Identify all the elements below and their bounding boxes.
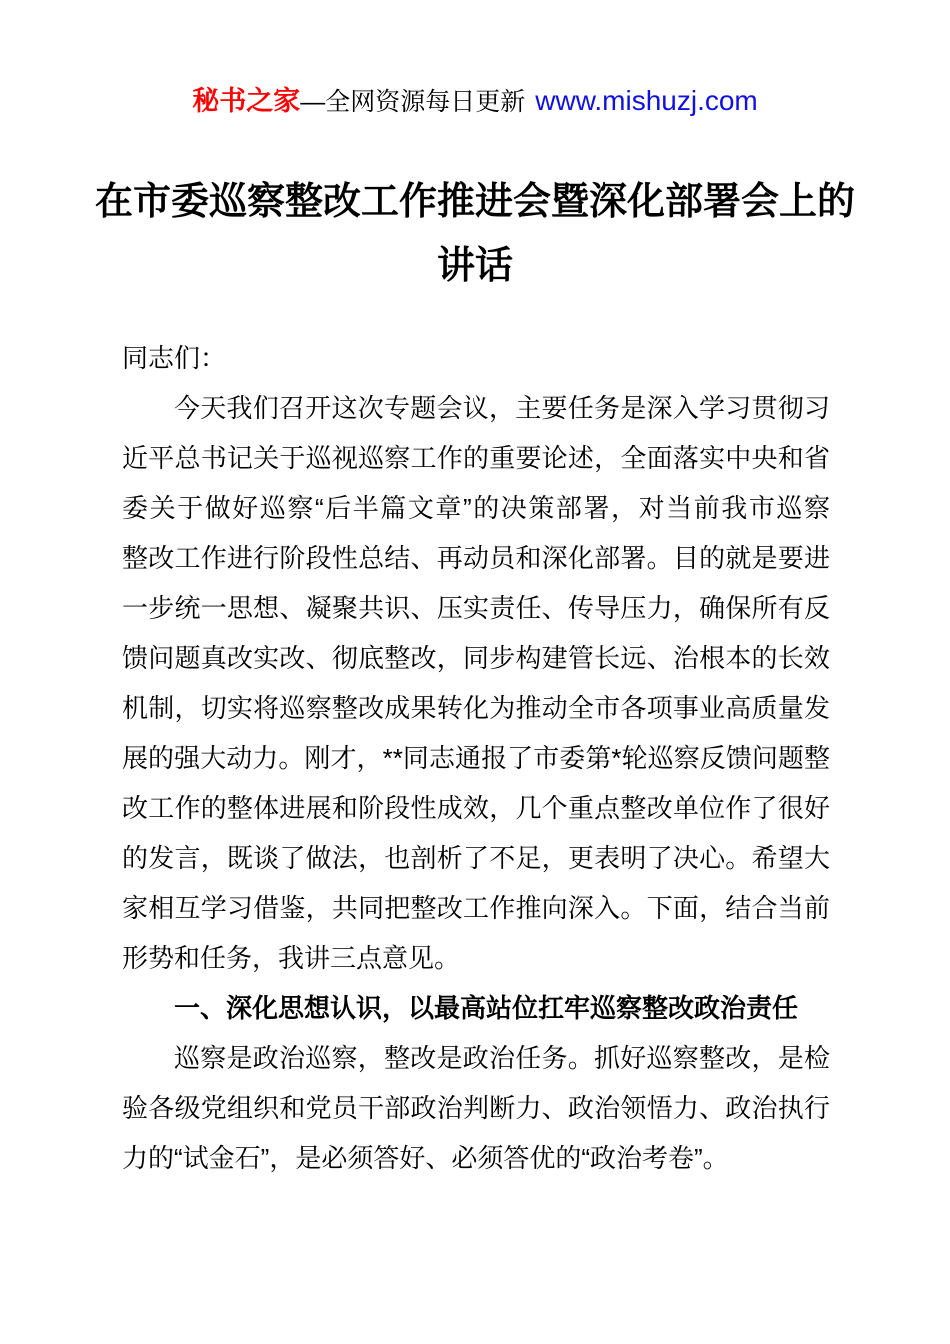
body-line: 展的强大动力。刚才，**同志通报了市委第*轮巡察反馈问题整 bbox=[122, 743, 830, 773]
body-line: 巡察是政治巡察，整改是政治任务。抓好巡察整改，是检 bbox=[174, 1043, 830, 1073]
brand-name: 秘书之家 bbox=[192, 86, 301, 116]
document-body bbox=[122, 333, 830, 1183]
document-title-line: 讲话 bbox=[436, 245, 513, 287]
salutation: 同志们： bbox=[122, 343, 227, 373]
body-line: 今天我们召开这次专题会议，主要任务是深入学习贯彻习 bbox=[174, 393, 830, 423]
body-line: 一步统一思想、凝聚共识、压实责任、传导压力，确保所有反 bbox=[122, 593, 830, 623]
body-line: 力的“试金石”，是必须答好、必须答优的“政治考卷”。 bbox=[122, 1143, 729, 1173]
body-line: 近平总书记关于巡视巡察工作的重要论述，全面落实中央和省 bbox=[122, 443, 830, 473]
body-line: 机制，切实将巡察整改成果转化为推动全市各项事业高质量发 bbox=[122, 693, 830, 723]
document-title bbox=[0, 170, 950, 298]
body-line: 形势和任务，我讲三点意见。 bbox=[122, 943, 461, 973]
body-line: 的发言，既谈了做法，也剖析了不足，更表明了决心。希望大 bbox=[122, 843, 830, 873]
section-heading: 一、深化思想认识，以最高站位扛牢巡察整改政治责任 bbox=[174, 993, 799, 1023]
header-tagline: —全网资源每日更新 bbox=[300, 88, 526, 116]
body-line: 改工作的整体进展和阶段性成效，几个重点整改单位作了很好 bbox=[122, 793, 830, 823]
body-line: 验各级党组织和党员干部政治判断力、政治领悟力、政治执行 bbox=[122, 1093, 830, 1123]
body-line: 委关于做好巡察“后半篇文章”的决策部署，对当前我市巡察 bbox=[122, 493, 830, 523]
body-line: 馈问题真改实改、彻底整改，同步构建管长远、治根本的长效 bbox=[122, 643, 830, 673]
document-header bbox=[0, 81, 950, 122]
website-link[interactable]: www.mishuzj.com bbox=[535, 85, 758, 116]
body-line: 家相互学习借鉴，共同把整改工作推向深入。下面，结合当前 bbox=[122, 893, 830, 923]
document-title-line: 在市委巡察整改工作推进会暨深化部署会上的 bbox=[94, 181, 855, 223]
body-line: 整改工作进行阶段性总结、再动员和深化部署。目的就是要进 bbox=[122, 543, 830, 573]
